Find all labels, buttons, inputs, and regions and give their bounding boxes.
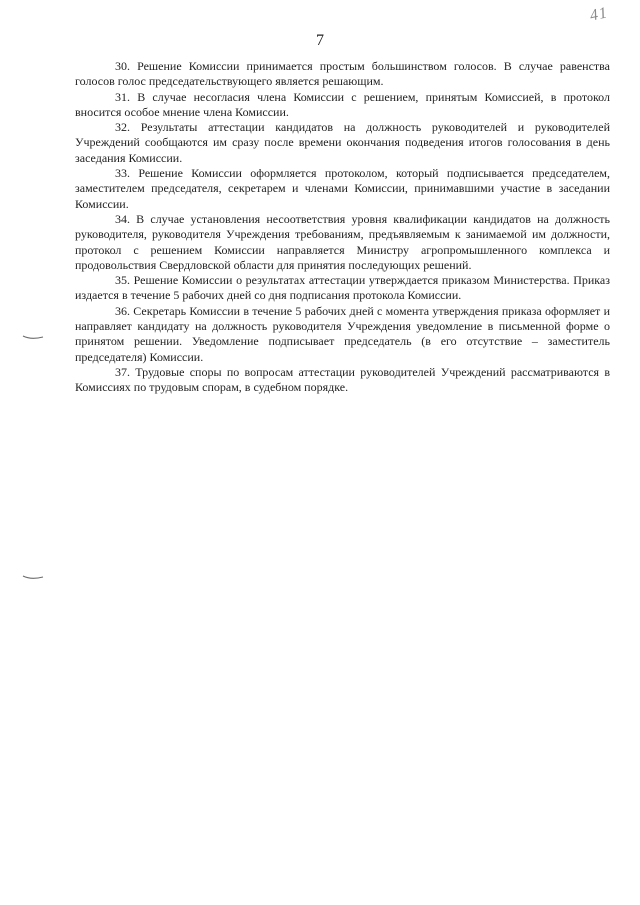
paragraph-36: 36. Секретарь Комиссии в течение 5 рабочих дней с момента утверждения приказа оформляет и направляет кандидату на должность руководителя Учреждения уведомление в письменной форме о принятом решении. Уведомление подписывает председатель (в его отсутствие – заместитель председателя) Комиссии.	[75, 303, 610, 364]
page-number: 7	[316, 32, 324, 49]
paragraph-31: 31. В случае несогласия члена Комиссии с решением, принятым Комиссией, в протокол вносится особое мнение члена Комиссии.	[75, 89, 610, 119]
paragraph-30: 30. Решение Комиссии принимается простым большинством голосов. В случае равенства голосов голос председательствующего является решающим.	[75, 59, 610, 89]
document-body	[75, 59, 610, 396]
paragraph-35: 35. Решение Комиссии о результатах аттестации утверждается приказом Министерства. Приказ издается в течение 5 рабочих дней со дня подписания протокола Комиссии.	[75, 273, 610, 303]
paragraph-33: 33. Решение Комиссии оформляется протоколом, который подписывается председателем, заместителем председателя, секретарем и членами Комиссии, принимавшими участие в заседании Комиссии.	[75, 166, 610, 211]
margin-binding-mark	[22, 574, 44, 580]
paragraph-32: 32. Результаты аттестации кандидатов на должность руководителей и руководителей Учреждений сообщаются им сразу после времени окончания подведения итогов голосования в день заседания Комиссии.	[75, 120, 610, 165]
paragraph-37: 37. Трудовые споры по вопросам аттестации руководителей Учреждений рассматриваются в Комиссиях по трудовым спорам, в судебном порядке.	[75, 364, 610, 395]
handwritten-page-mark: 41	[588, 4, 610, 25]
paragraph-34: 34. В случае установления несоответствия уровня квалификации кандидатов на должность руководителя, руководителя Учреждения требованиям, предъявляемым к занимаемой им должности, протокол с решением Комиссии направляется Министру агропромышленного комплекса и продовольствия Свердловской области для принятия последующих решений.	[75, 211, 610, 272]
margin-binding-mark	[22, 334, 44, 340]
